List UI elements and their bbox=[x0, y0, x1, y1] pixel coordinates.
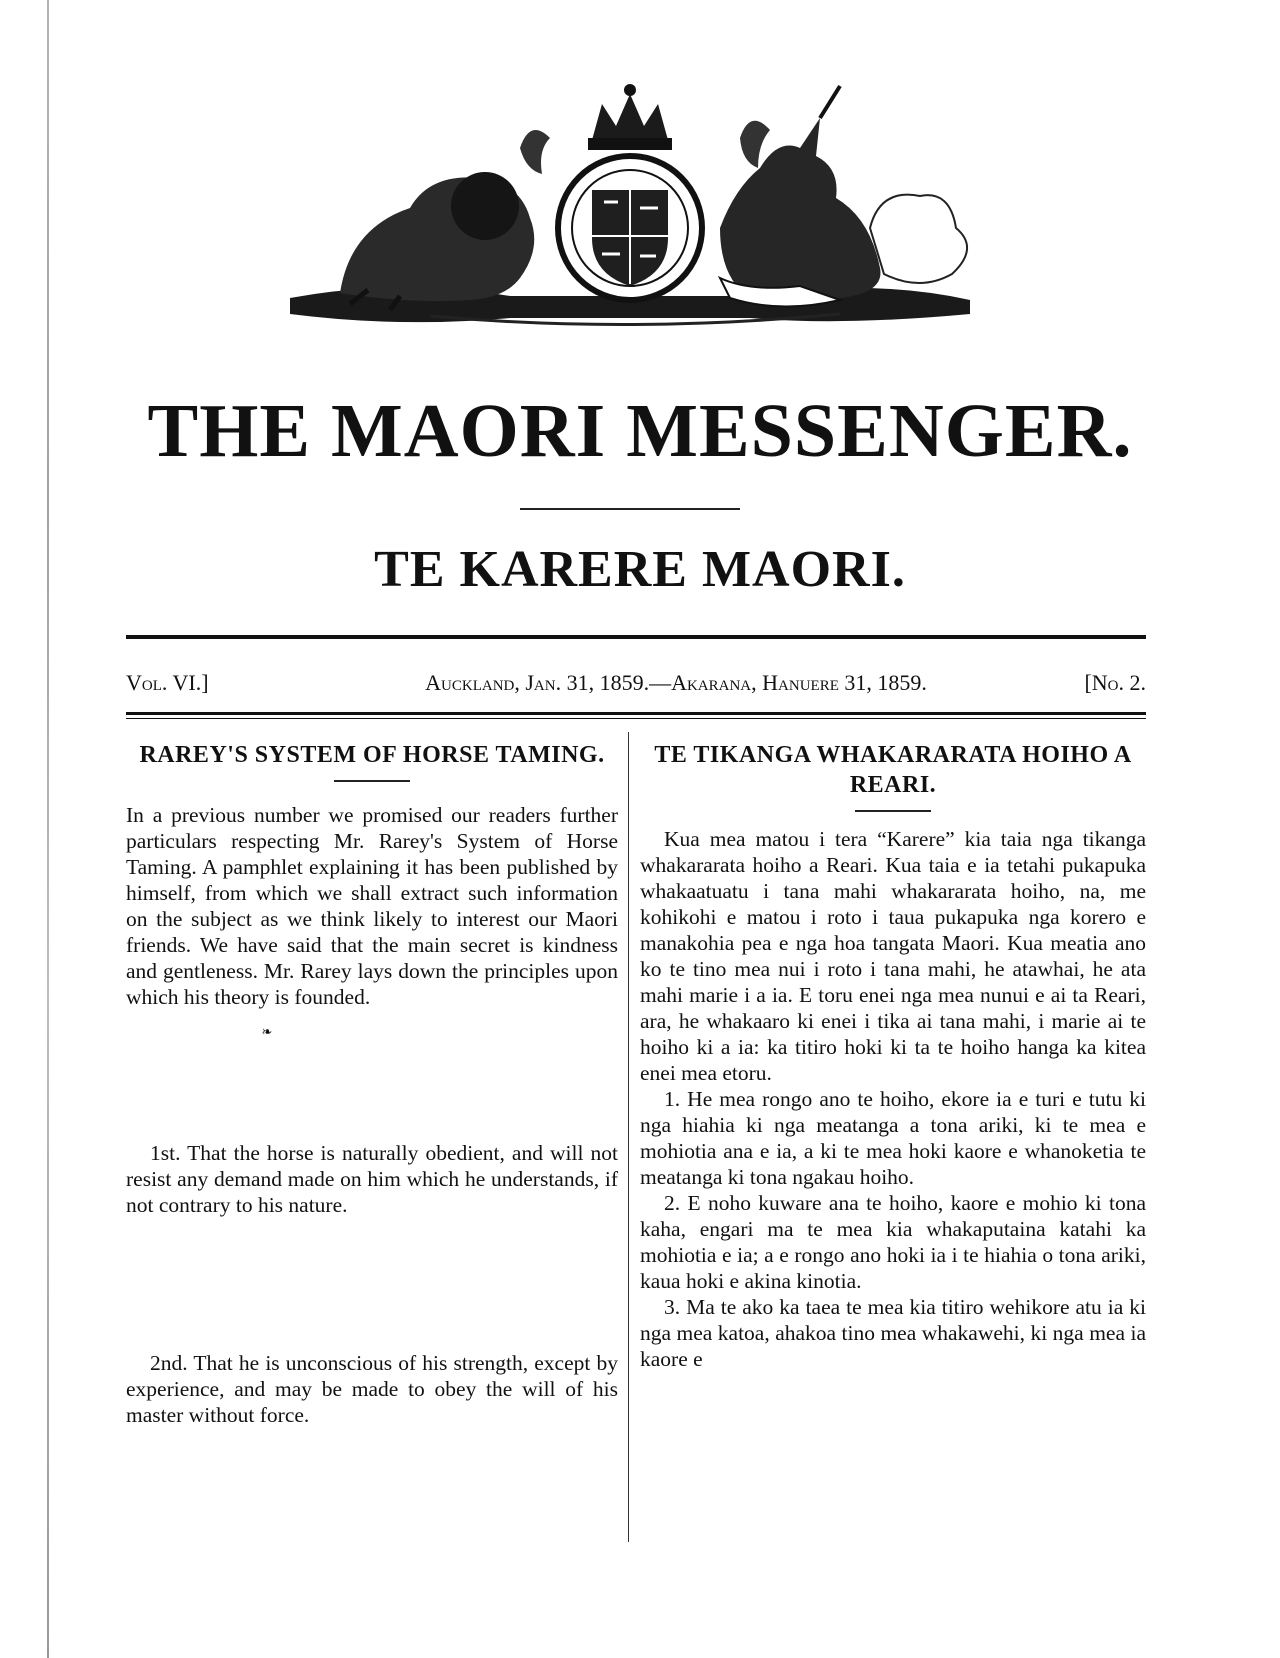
bottom-double-rule bbox=[126, 712, 1146, 719]
maori-headline-rule bbox=[855, 810, 931, 812]
top-double-rule bbox=[126, 632, 1146, 639]
royal-coat-of-arms-icon bbox=[280, 78, 980, 368]
english-headline-rule bbox=[334, 780, 410, 782]
dateline bbox=[126, 670, 1146, 706]
maori-point-1: 1. He mea rongo ano te hoiho, ekore ia e turi e tutu ki nga hiahia ki nga meatanga a tona ariki, ki te mea e mohiotia ana e ia, a ki te mea hoki kaore e whanoketia te meatanga ki tona ngakau hoiho. bbox=[640, 1087, 1146, 1189]
maori-headline: TE TIKANGA WHAKARARATA HOIHO A REARI. bbox=[654, 742, 1132, 798]
issue-number-label: [No. 2. bbox=[1084, 670, 1146, 695]
volume-label: Vol. VI.] bbox=[126, 670, 209, 695]
maori-point-3: 3. Ma te ako ka taea te mea kia titiro wehikore atu ia ki nga mea katoa, ahakoa tino mea whakawehi, ki nga mea ia kaore e bbox=[640, 1295, 1146, 1371]
maori-point-2: 2. E noho kuware ana te hoiho, kaore e mohio ki tona kaha, engari ma te mea kia whakaputaina katahi ka mohiotia e ia; a e rongo ano hoki ia i te hiahia o tona ariki, kaua hoki e akina kinotia. bbox=[640, 1191, 1146, 1293]
english-point-1: 1st. That the horse is naturally obedient, and will not resist any demand made on him which he understands, if not contrary to his nature. bbox=[126, 1141, 618, 1217]
masthead-divider bbox=[520, 508, 740, 510]
column-divider bbox=[628, 732, 629, 1542]
maori-intro-paragraph: Kua mea matou i tera “Karere” kia taia nga tikanga whakararata hoiho a Reari. Kua taia e ia tetahi pukapuka whakaatuatu i tana mahi whakararata hoiho, na, me kohikohi e matou i roto i taua pukapuka nga korero e manakohia pea e nga hoa tangata Maori. Kua meatia ano ko te tino mea nui i roto i tana mahi, he atawhai, he ata mahi marie i a ia. E toru enei nga mea nunui e ai ta Reari, ara, he whakaaro ki enei i tika ai tana mahi, i marie ai te hoiho ki a ia: ka titiro hoki ki ta te hoiho hanga ka kitea enei mea etoru. bbox=[640, 827, 1146, 1085]
ornament-mark: ❧ bbox=[261, 1024, 273, 1039]
masthead-title: THE MAORI MESSENGER. bbox=[147, 389, 1133, 473]
maori-column bbox=[640, 740, 1146, 1372]
place-date-label: Auckland, Jan. 31, 1859.—Akarana, Hanuere 31, 1859. bbox=[425, 670, 927, 695]
scan-edge-line bbox=[47, 0, 49, 1658]
masthead-subtitle: TE KARERE MAORI. bbox=[374, 541, 906, 598]
english-column bbox=[126, 740, 618, 1428]
english-point-2: 2nd. That he is unconscious of his strength, except by experience, and may be made to obey the will of his master without force. bbox=[126, 1351, 618, 1427]
english-headline: RAREY'S SYSTEM OF HORSE TAMING. bbox=[139, 742, 605, 768]
english-intro-paragraph: In a previous number we promised our readers further particulars respecting Mr. Rarey's System of Horse Taming. A pamphlet explaining it has been published by himself, from which we shall extract such information on the subject as we think likely to interest our Maori friends. We have said that the main secret is kindness and gentleness. Mr. Rarey lays down the principles upon which his theory is founded. bbox=[126, 803, 618, 1009]
